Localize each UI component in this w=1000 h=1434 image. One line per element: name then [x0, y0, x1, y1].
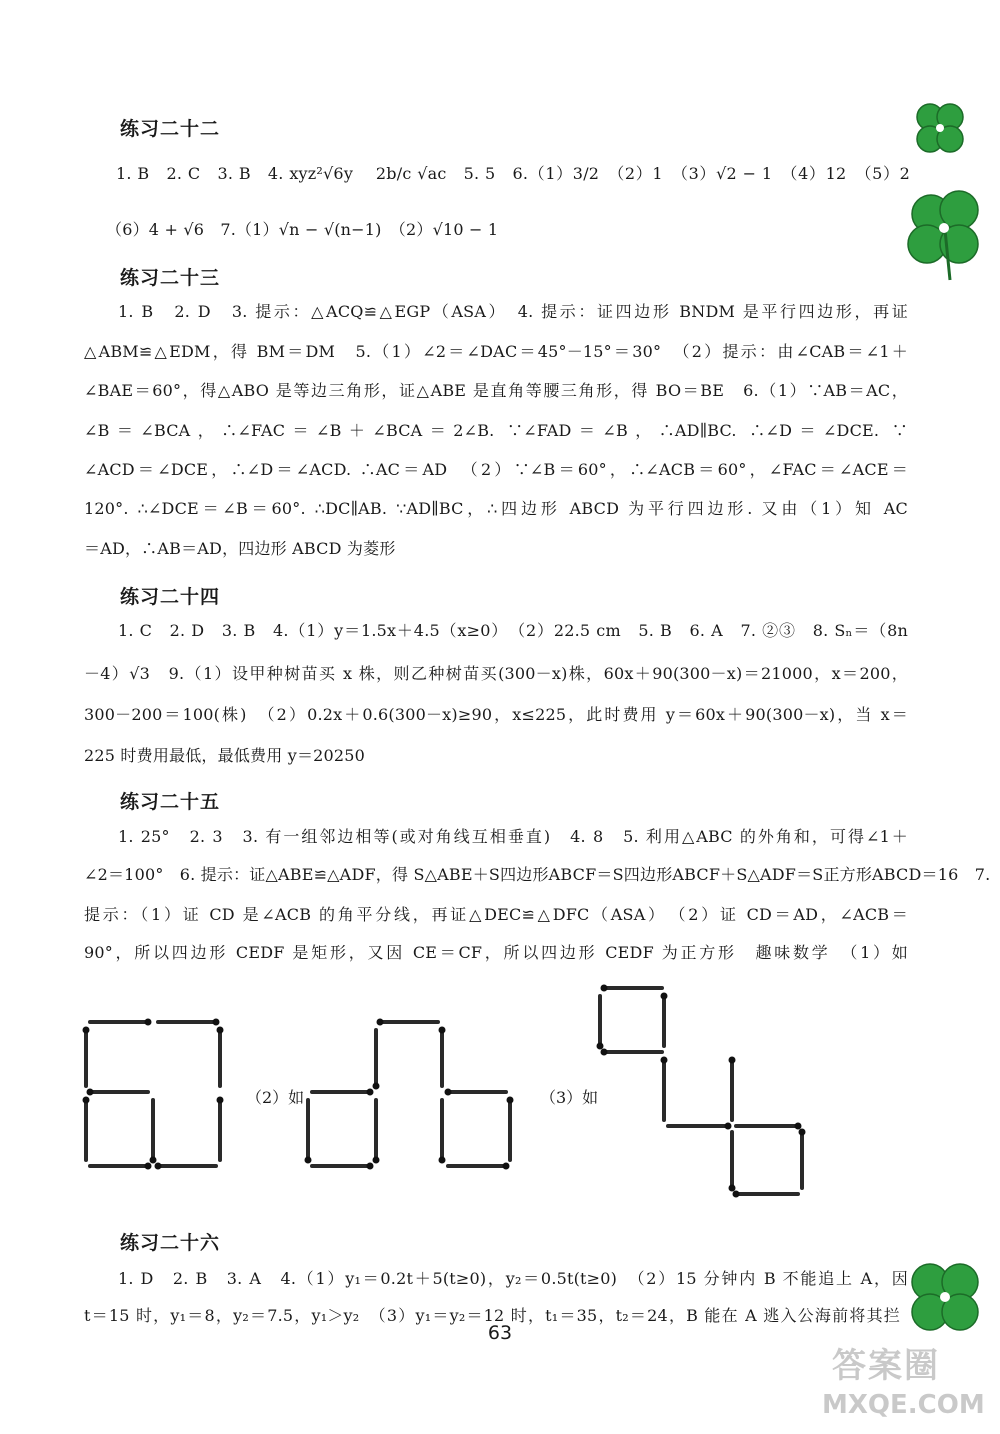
answer-line: 1. B 2. C 3. B 4. xyz²√6y 2b/c √ac 5. 5 6.（1）3/2 （2）1 （3）√2 − 1 （4）12 （5）2	[116, 164, 910, 183]
figure-label: （3）如	[540, 1088, 599, 1107]
answer-line: 120°. ∴∠DCE＝∠B＝60°. ∴DC∥AB. ∵AD∥BC，∴四边形 ABCD 为平行四边形. 又由（1）知 AC	[84, 499, 908, 518]
matchstick-figure-3	[592, 980, 812, 1202]
matchstick-figure-2	[300, 1012, 520, 1172]
page-number: 63	[487, 1322, 513, 1344]
answer-line: 225 时费用最低，最低费用 y＝20250	[84, 746, 366, 765]
matchstick-figure-1	[78, 1012, 228, 1172]
section-title: 练习二十三	[120, 267, 221, 289]
figure-label: （2）如	[246, 1088, 305, 1107]
answer-line: （6）4 + √6 7.（1）√n − √(n−1) （2）√10 − 1	[106, 220, 499, 239]
answer-line: 1. C 2. D 3. B 4.（1）y＝1.5x＋4.5（x≥0） （2）22.5 cm 5. B 6. A 7. ②③ 8. Sₙ＝（8n	[118, 621, 908, 640]
section-title: 练习二十六	[120, 1232, 221, 1254]
watermark-logo: 答案圈	[832, 1346, 940, 1386]
section-title: 练习二十五	[120, 791, 221, 813]
answer-line: ∠B＝∠BCA，∴∠FAC＝∠B＋∠BCA＝2∠B. ∵∠FAD＝∠B，∴AD∥BC. ∴∠D＝∠DCE. ∵	[84, 421, 908, 440]
clover-icon	[905, 95, 975, 165]
answer-line: ∠ACD＝∠DCE，∴∠D＝∠ACD. ∴AC＝AD （2）∵∠B＝60°，∴∠ACB＝60°，∠FAC＝∠ACE＝	[84, 460, 908, 479]
section-title: 练习二十二	[120, 118, 221, 140]
answer-line: ＝AD，∴AB＝AD，四边形 ABCD 为菱形	[84, 539, 396, 558]
answer-line: t＝15 时，y₁＝8，y₂＝7.5，y₁＞y₂ （3）y₁＝y₂＝12 时，t₁＝35，t₂＝24，B 能在 A 逃入公海前将其拦	[84, 1306, 900, 1325]
clover-icon	[895, 180, 1000, 285]
answer-line: ∠2＝100° 6. 提示：证△ABE≌△ADF，得 S△ABE＋S四边形ABCF＝S四边形ABCF＋S△ADF＝S正方形ABCD＝16 7.	[84, 865, 991, 884]
watermark-url: MXQE.COM	[822, 1390, 985, 1420]
answer-line: △ABM≌△EDM，得 BM＝DM 5.（1）∠2＝∠DAC＝45°－15°＝30° （2）提示：由∠CAB＝∠1＋	[84, 342, 908, 361]
answer-line: ∠BAE＝60°，得△ABO 是等边三角形，证△ABE 是直角等腰三角形，得 BO＝BE 6.（1）∵AB＝AC，	[84, 381, 908, 400]
answer-line: 1. D 2. B 3. A 4.（1）y₁＝0.2t＋5(t≥0)，y₂＝0.5t(t≥0) （2）15 分钟内 B 不能追上 A，因	[118, 1269, 908, 1288]
answer-line: 提示：（1）证 CD 是∠ACB 的角平分线，再证△DEC≌△DFC（ASA） （2）证 CD＝AD，∠ACB＝	[84, 905, 908, 924]
section-title: 练习二十四	[120, 586, 221, 608]
answer-line: 1. B 2. D 3. 提示：△ACQ≌△EGP（ASA） 4. 提示：证四边形 BNDM 是平行四边形，再证	[118, 302, 908, 321]
answer-line: 90°，所以四边形 CEDF 是矩形，又因 CE＝CF，所以四边形 CEDF 为正方形 趣味数学 （1）如	[84, 943, 908, 962]
answer-line: 1. 25° 2. 3 3. 有一组邻边相等(或对角线互相垂直) 4. 8 5. 利用△ABC 的外角和，可得∠1＋	[118, 827, 908, 846]
answer-line: －4）√3 9.（1）设甲种树苗买 x 株，则乙种树苗买(300－x)株，60x＋90(300－x)＝21000，x＝200，	[84, 664, 908, 683]
answer-line: 300－200＝100(株) （2）0.2x＋0.6(300－x)≥90，x≤225，此时费用 y＝60x＋90(300－x)，当 x＝	[84, 705, 908, 724]
